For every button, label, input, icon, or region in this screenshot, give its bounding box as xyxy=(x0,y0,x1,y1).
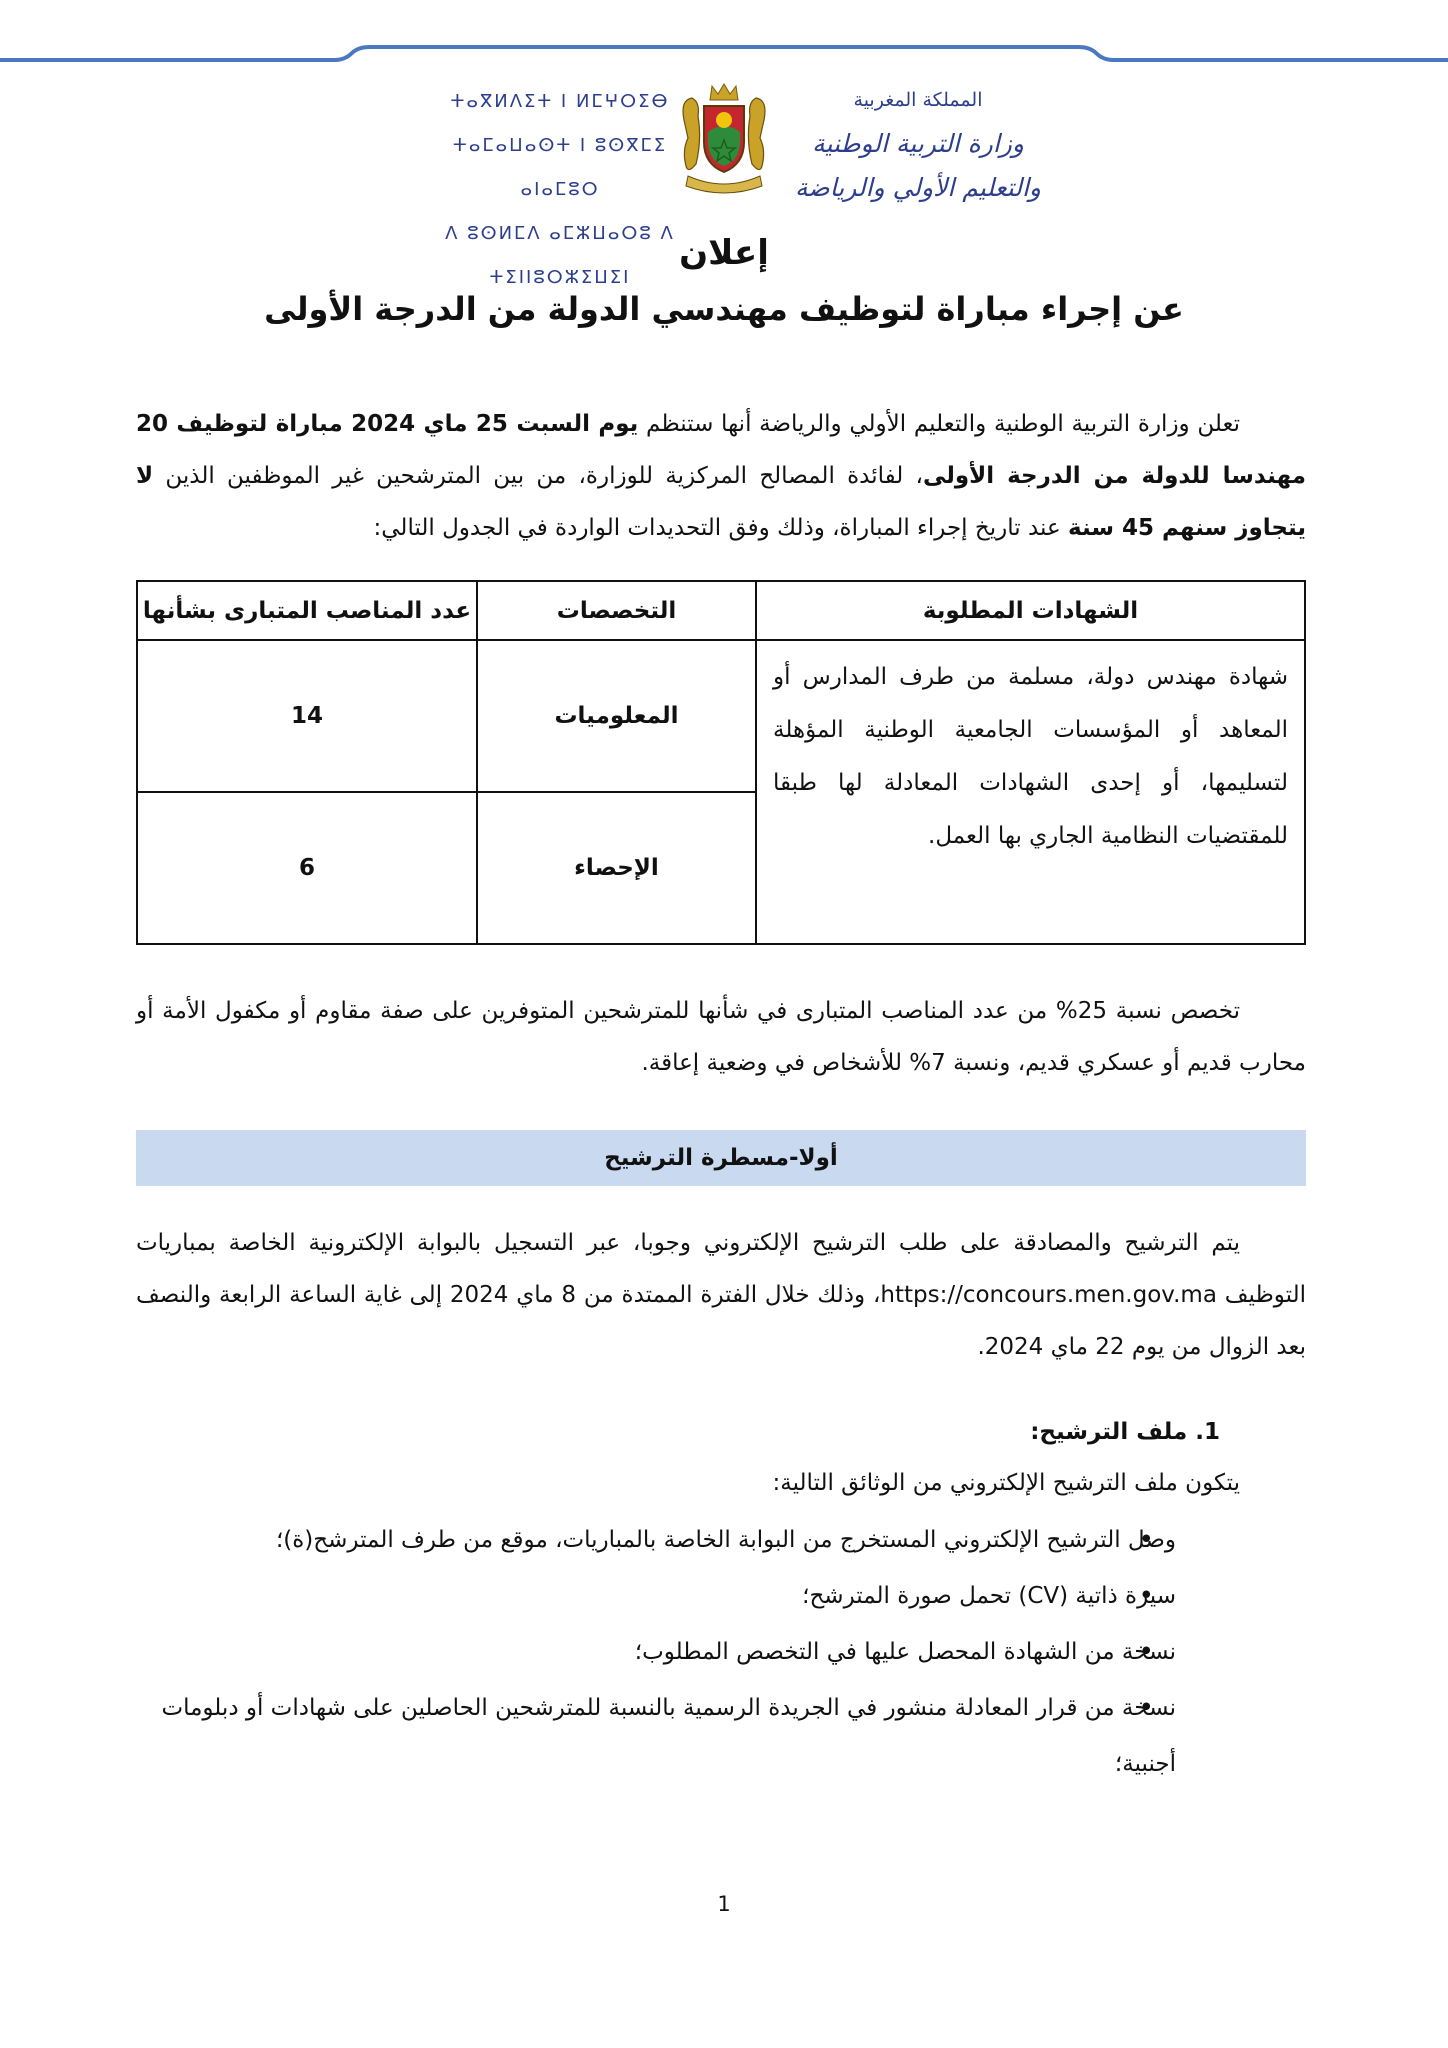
announcement-title xyxy=(0,225,1448,337)
positions-cell: 6 xyxy=(137,792,477,944)
kingdom-label: المملكة المغربية xyxy=(853,89,983,111)
section-heading-candidacy: أولا-مسطرة الترشيح xyxy=(136,1130,1306,1186)
list-item-text: • نسخة من قرار المعادلة منشور في الجريدة الرسمية بالنسبة للمترشحين الحاصلين على شهادات أو دبلومات أجنبية؛ xyxy=(161,1695,1176,1777)
title-line-1: إعلان xyxy=(679,233,769,273)
tifinagh-line-1: ⵜⴰⴳⵍⴷⵉⵜ ⵏ ⵍⵎⵖⵔⵉⴱ xyxy=(450,91,670,112)
quota-paragraph: تخصص نسبة 25% من عدد المناصب المتبارى في شأنها للمترشحين المتوفرين على صفة مقاوم أو مكفول الأمة أو محارب قديم أو عسكري قديم، ونسبة 7% للأشخاص في وضعية إعاقة. xyxy=(136,998,1306,1076)
ministry-name-arabic xyxy=(773,78,1063,210)
list-item xyxy=(136,1680,1306,1792)
candidacy-paragraph: يتم الترشيح والمصادقة على طلب الترشيح الإلكتروني وجوبا، عبر التسجيل بالبوابة الإلكترونية الخاصة بمباريات التوظيف https://concours.men.gov.ma، وذلك خلال الفترة الممتدة من 8 ماي 2024 إلى غاية الساعة الرابعة والنصف بعد الزوال من يوم 22 ماي 2024. xyxy=(136,1230,1307,1360)
table-row xyxy=(137,640,1305,792)
docs-intro: يتكون ملف الترشيح الإلكتروني من الوثائق التالية: xyxy=(772,1470,1240,1496)
tifinagh-line-3: ⴷ ⵓⵙⵍⵎⴷ ⴰⵎⵣⵡⴰⵔⵓ ⴷ ⵜⵉⵏⵏⵓⵔⵣⵉⵡⵉⵏ xyxy=(445,223,675,288)
list-item xyxy=(136,1624,1306,1680)
intro-bold-2: لا يتجاوز سنهم 45 سنة xyxy=(136,463,1306,541)
title-line-2: عن إجراء مباراة لتوظيف مهندسي الدولة من الدرجة الأولى xyxy=(264,290,1184,328)
intro-text-3: عند تاريخ إجراء المباراة، وذلك وفق التحديدات الواردة في الجدول التالي: xyxy=(373,515,1068,541)
list-item xyxy=(136,1568,1306,1624)
page-number: 1 xyxy=(717,1892,731,1916)
intro-text-2: ، لفائدة المصالح المركزية للوزارة، من بين المترشحين غير الموظفين الذين xyxy=(153,463,923,489)
list-item-text: • نسخة من الشهادة المحصل عليها في التخصص المطلوب؛ xyxy=(634,1639,1176,1665)
header-positions: عدد المناصب المتبارى بشأنها xyxy=(137,581,477,640)
specialty-cell: الإحصاء xyxy=(477,792,756,944)
specialty-cell: المعلوميات xyxy=(477,640,756,792)
tifinagh-line-2: ⵜⴰⵎⴰⵡⴰⵙⵜ ⵏ ⵓⵙⴳⵎⵉ ⴰⵏⴰⵎⵓⵔ xyxy=(452,135,668,200)
positions-table xyxy=(136,580,1306,945)
positions-cell: 14 xyxy=(137,640,477,792)
header-specialties: التخصصات xyxy=(477,581,756,640)
list-item-text: • سيرة ذاتية (CV) تحمل صورة المترشح؛ xyxy=(802,1583,1176,1609)
intro-bold-1: يوم السبت 25 ماي 2024 مباراة لتوظيف 20 مهندسا للدولة من الدرجة الأولى xyxy=(136,411,1306,489)
intro-text-1: تعلن وزارة التربية الوطنية والتعليم الأولي والرياضة أنها ستنظم xyxy=(638,411,1240,437)
list-item xyxy=(136,1512,1306,1568)
ministry-line-2: والتعليم الأولي والرياضة xyxy=(795,173,1041,202)
header-border-line xyxy=(0,0,1448,70)
ministry-line-1: وزارة التربية الوطنية xyxy=(812,129,1024,158)
intro-paragraph xyxy=(136,398,1306,554)
header-certificates: الشهادات المطلوبة xyxy=(756,581,1305,640)
documents-list xyxy=(136,1512,1306,1792)
certificate-cell: شهادة مهندس دولة، مسلمة من طرف المدارس أو المعاهد أو المؤسسات الجامعية الوطنية المؤهلة لتسليمها، أو إحدى الشهادات المعادلة لها طبقا للمقتضيات النظامية الجاري بها العمل. xyxy=(756,640,1305,944)
table-header-row xyxy=(137,581,1305,640)
list-item-text: • وصل الترشيح الإلكتروني المستخرج من البوابة الخاصة بالمباريات، موقع من طرف المترشح(ة)؛ xyxy=(275,1527,1176,1553)
file-subheading: 1. ملف الترشيح: xyxy=(1030,1419,1220,1445)
